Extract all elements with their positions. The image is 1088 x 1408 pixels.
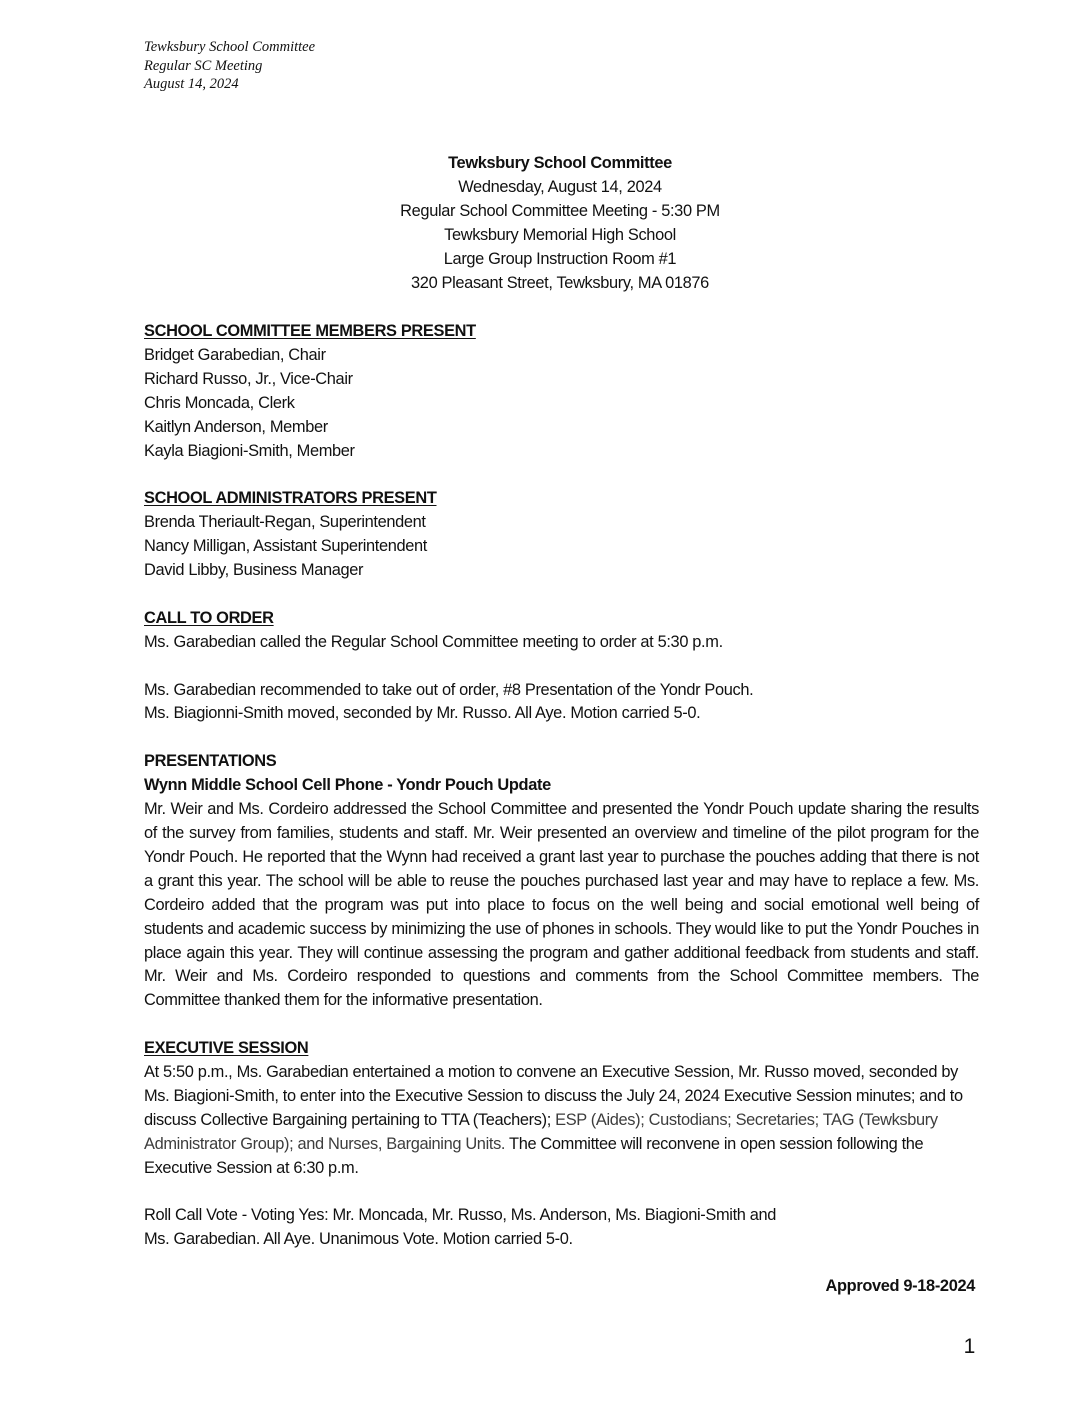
call-to-order-text: Ms. Garabedian called the Regular School Committee meeting to order at 5:30 p.m. bbox=[144, 632, 723, 651]
presentation-title: Wynn Middle School Cell Phone - Yondr Pouch Update bbox=[144, 776, 551, 795]
administrator-item: David Libby, Business Manager bbox=[144, 561, 364, 580]
executive-session-motion-text: At 5:50 p.m., Ms. Garabedian entertained a motion to convene an Executive Session, Mr. Russo moved, seconded by Ms. Biagioni-Smith, to enter into the Executive Session to discuss the July 24, 2024 Executive Session minutes; and to discuss Collective Bargaining pertaining to TTA (Teachers); bbox=[144, 1063, 963, 1129]
meeting-venue: Tewksbury Memorial High School bbox=[444, 225, 676, 244]
meeting-room: Large Group Instruction Room #1 bbox=[443, 249, 677, 268]
administrator-item: Nancy Milligan, Assistant Superintendent bbox=[144, 537, 428, 556]
spacer bbox=[144, 1181, 979, 1205]
running-header-meeting: Regular SC Meeting bbox=[144, 57, 263, 74]
call-to-order-heading: CALL TO ORDER bbox=[144, 608, 274, 627]
administrator-item: Brenda Theriault-Regan, Superintendent bbox=[144, 513, 426, 532]
spacer bbox=[144, 726, 979, 750]
running-header-org: Tewksbury School Committee bbox=[144, 39, 316, 55]
page-number: 1 bbox=[963, 1335, 975, 1358]
executive-session-heading: EXECUTIVE SESSION bbox=[144, 1039, 309, 1058]
administrators-present-section bbox=[144, 487, 979, 583]
member-item: Chris Moncada, Clerk bbox=[144, 393, 295, 412]
member-item: Kayla Biagioni-Smith, Member bbox=[144, 441, 355, 460]
running-header-date: August 14, 2024 bbox=[144, 76, 239, 92]
spacer bbox=[144, 463, 979, 487]
running-header bbox=[144, 38, 315, 94]
member-item: Richard Russo, Jr., Vice-Chair bbox=[144, 369, 353, 388]
roll-call-vote-line2: Ms. Garabedian. All Aye. Unanimous Vote. Motion carried 5-0. bbox=[144, 1230, 573, 1249]
meeting-address: 320 Pleasant Street, Tewksbury, MA 01876 bbox=[411, 273, 709, 292]
member-list bbox=[144, 344, 979, 464]
document-title: Tewksbury School Committee bbox=[448, 154, 672, 172]
administrator-list bbox=[144, 511, 979, 583]
presentation-summary: Mr. Weir and Ms. Cordeiro addressed the School Committee and presented the Yondr Pouch update sharing the results of the survey from families, students and staff. Mr. Weir presented an overview and timeline of the pilot program for the Yondr Pouch. He reported that the Wynn had received a grant last year to purchase the pouches adding that there is not a grant this year. The school will be able to reuse the pouches purchased last year and may have to replace a few. Ms. Cordeiro added that the program was put into place to focus on the well being and social emotional well being of students and academic success by minimizing the use of phones in schools. They would like to put the Yondr Pouches in place again this year. They will continue assessing the program and gather additional feedback from students and staff. Mr. Weir and Ms. Cordeiro responded to questions and comments from the School Committee members. The Committee thanked them for the informative presentation. bbox=[144, 800, 979, 1010]
meeting-type: Regular School Committee Meeting - 5:30 PM bbox=[400, 201, 720, 220]
spacer bbox=[144, 1013, 979, 1037]
members-present-section bbox=[144, 320, 979, 463]
roll-call-vote-line1: Roll Call Vote - Voting Yes: Mr. Moncada, Mr. Russo, Ms. Anderson, Ms. Biagioni-Smith and bbox=[144, 1206, 777, 1225]
call-to-order-section bbox=[144, 607, 979, 727]
executive-session-section bbox=[144, 1037, 979, 1252]
bargaining-units-text: ESP (Aides); Custodians; Secretaries; TAG (Tewksbury Administrator Group); and Nurses, Bargaining Units. bbox=[144, 1110, 938, 1153]
presentations-heading: PRESENTATIONS bbox=[144, 752, 277, 771]
meeting-date: Wednesday, August 14, 2024 bbox=[458, 177, 662, 196]
title-block bbox=[320, 152, 800, 295]
minutes-body bbox=[144, 320, 979, 1252]
out-of-order-recommendation: Ms. Garabedian recommended to take out of order, #8 Presentation of the Yondr Pouch. bbox=[144, 680, 754, 699]
administrators-present-heading: SCHOOL ADMINISTRATORS PRESENT bbox=[144, 489, 437, 508]
approval-stamp: Approved 9-18-2024 bbox=[825, 1277, 975, 1295]
members-present-heading: SCHOOL COMMITTEE MEMBERS PRESENT bbox=[144, 322, 476, 340]
reconvene-text: The Committee will reconvene in open session following the Executive Session at 6:30 p.m. bbox=[144, 1134, 924, 1177]
out-of-order-motion: Ms. Biagionni-Smith moved, seconded by Mr. Russo. All Aye. Motion carried 5-0. bbox=[144, 704, 701, 723]
presentations-section bbox=[144, 750, 979, 1013]
member-item: Bridget Garabedian, Chair bbox=[144, 345, 326, 364]
spacer bbox=[144, 655, 979, 679]
member-item: Kaitlyn Anderson, Member bbox=[144, 417, 328, 436]
executive-session-motion bbox=[144, 1061, 979, 1181]
spacer bbox=[144, 583, 979, 607]
